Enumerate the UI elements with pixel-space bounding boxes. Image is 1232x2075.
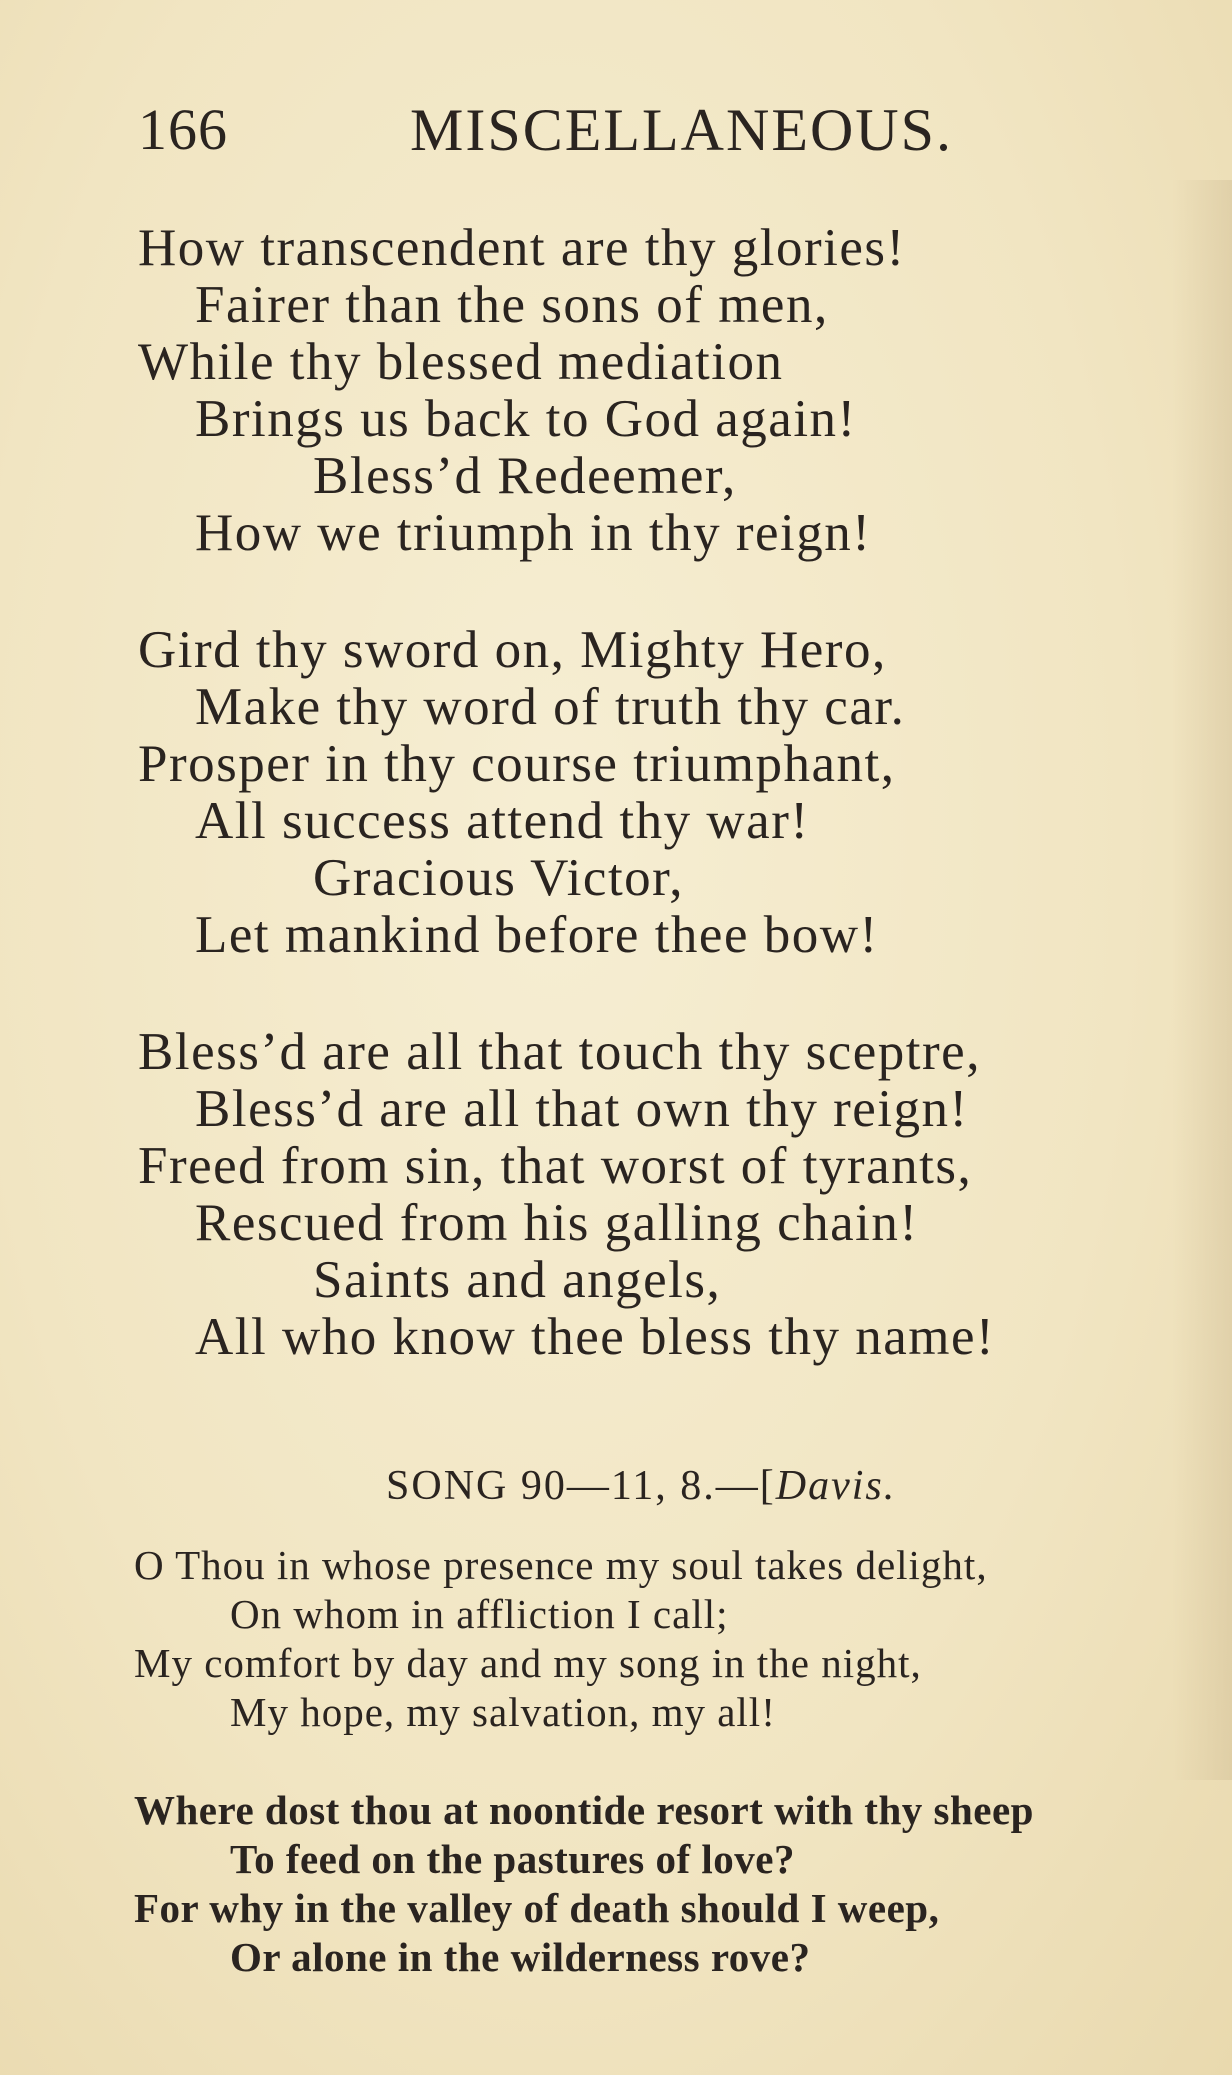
verse-line: Bless’d Redeemer,	[313, 447, 737, 505]
verse-line: Gird thy sword on, Mighty Hero,	[138, 621, 887, 679]
song-number: SONG 90—11, 8.—[	[386, 1463, 776, 1509]
page-header	[138, 96, 1138, 176]
verse-line: How we triumph in thy reign!	[195, 504, 872, 562]
verse-line: Rescued from his galling chain!	[195, 1194, 919, 1252]
verse-line: Let mankind before thee bow!	[195, 906, 879, 964]
verse-line: Saints and angels,	[313, 1251, 722, 1309]
song-author: Davis.	[775, 1463, 897, 1509]
verse-line: While thy blessed mediation	[138, 333, 784, 391]
verse-line: How transcendent are thy glories!	[138, 219, 906, 277]
verse-line: All success attend thy war!	[195, 792, 810, 850]
verse-line: O Thou in whose presence my soul takes delight,	[134, 1542, 988, 1588]
verse-line: Brings us back to God again!	[195, 390, 857, 448]
page-number: 166	[138, 97, 228, 162]
verse-line: Bless’d are all that touch thy sceptre,	[138, 1023, 981, 1081]
verse-line: Or alone in the wilderness rove?	[230, 1934, 811, 1980]
running-title: MISCELLANEOUS.	[410, 97, 954, 163]
verse-line: Fairer than the sons of men,	[195, 276, 829, 334]
verse-line: On whom in affliction I call;	[230, 1591, 729, 1637]
verse-line: Prosper in thy course triumphant,	[138, 735, 896, 793]
verse-line: Freed from sin, that worst of tyrants,	[138, 1137, 973, 1195]
verse-line: Bless’d are all that own thy reign!	[195, 1080, 969, 1138]
song-heading	[386, 1462, 896, 1510]
verse-line: Make thy word of truth thy car.	[195, 678, 906, 736]
page-edge-shading	[1172, 180, 1232, 1780]
verse-line: Gracious Victor,	[313, 849, 684, 907]
verse-line: My comfort by day and my song in the night,	[134, 1640, 922, 1686]
verse-line: My hope, my salvation, my all!	[230, 1689, 776, 1735]
verse-line: All who know thee bless thy name!	[195, 1308, 996, 1366]
verse-line: For why in the valley of death should I weep,	[134, 1885, 940, 1931]
verse-line: Where dost thou at noontide resort with thy sheep	[134, 1787, 1034, 1833]
verse-line: To feed on the pastures of love?	[230, 1836, 795, 1882]
